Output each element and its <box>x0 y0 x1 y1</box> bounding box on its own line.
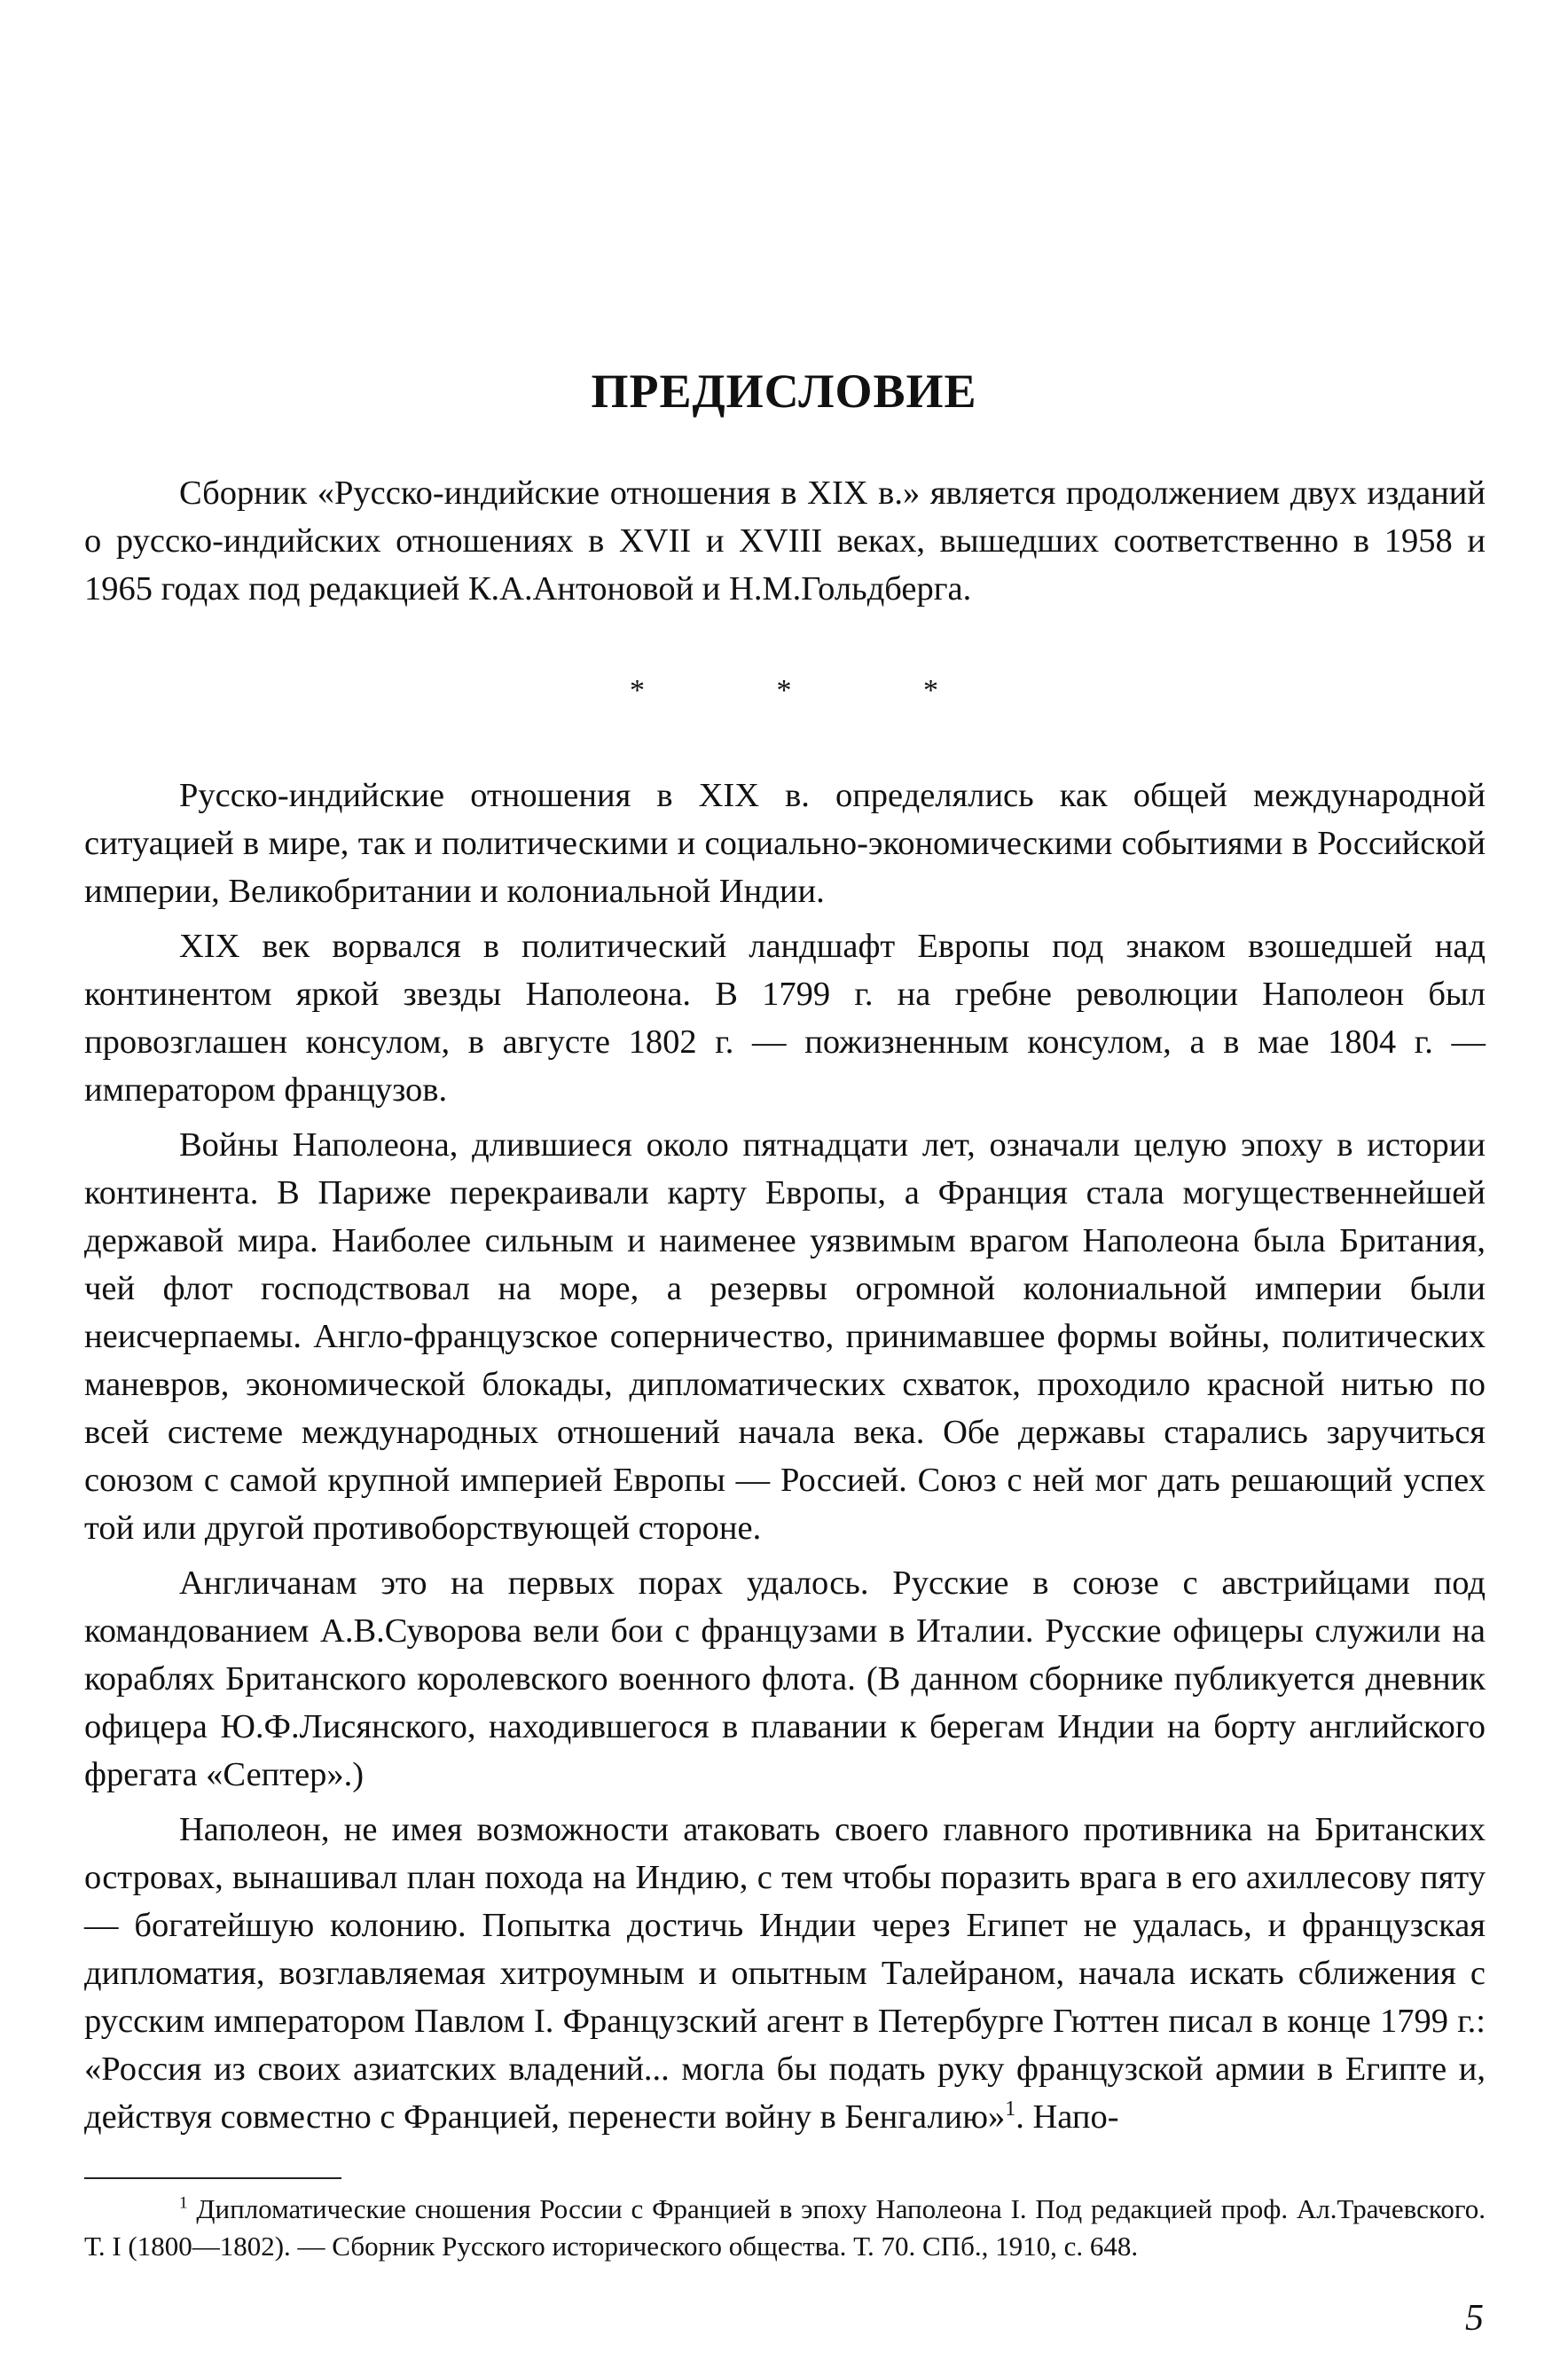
paragraph-3: Войны Наполеона, длившиеся около пятнадцати лет, означали целую эпоху в истории континента. В Париже перекраивали карту Европы, а Франция стала могущественнейшей державой мира. Наиболее сильным и наименее уязвимым врагом Наполеона была Британия, чей флот господствовал на море, а резервы огромной колониальной империи были неисчерпаемы. Англо-французское соперничество, принимавшее формы войны, политических маневров, экономической блокады, дипломатических схваток, проходило красной нитью по всей системе международных отношений начала века. Обе державы старались заручиться союзом с самой крупной империей Европы — Россией. Союз с ней мог дать решающий успех той или другой противоборствующей стороне. <box>84 1126 1486 1547</box>
footnote-text: Дипломатические сношения России с Францией в эпоху Наполеона I. Под редакцией проф. Ал.Трачевского. Т. I (1800—1802). — Сборник Русского исторического общества. Т. 70. СПб., 1910, с. 648. <box>84 2193 1486 2262</box>
paragraph-2: XIX век ворвался в политический ландшафт Европы под знаком взошедшей над континентом яркой звезды Наполеона. В 1799 г. на гребне революции Наполеон был провозглашен консулом, в августе 1802 г. — пожизненным консулом, а в мае 1804 г. — императором французов. <box>84 928 1486 1109</box>
footnote-mark: 1 <box>179 2193 188 2213</box>
section-separator: * * * <box>630 674 1000 707</box>
paragraph-1: Русско-индийские отношения в XIX в. определялись как общей международной ситуацией в мире, так и политическими и социально-экономическими событиями в Российской империи, Великобритании и колониальной Индии. <box>84 777 1486 910</box>
main-text <box>84 772 1486 2148</box>
paragraph-5-text: Наполеон, не имея возможности атаковать своего главного противника на Британских островах, вынашивал план похода на Индию, с тем чтобы поразить врага в его ахиллесову пяту — богатейшую колонию. Попытка достичь Индии через Египет не удалась, и французская дипломатия, возглавляемая хитроумным и опытным Талейраном, начала искать сближения с русским императором Павлом I. Французский агент в Петербурге Гюттен писал в конце 1799 г.: «Россия из своих азиатских владений... могла бы подать руку французской армии в Египте и, действуя совместно с Францией, перенести войну в Бенгалию» <box>84 1811 1486 2136</box>
page-title: ПРЕДИСЛОВИЕ <box>591 365 977 418</box>
footnote-1 <box>84 2191 1486 2265</box>
paragraph-5 <box>84 1806 1486 2141</box>
paragraph-5-tail: . Напо- <box>1015 2098 1119 2136</box>
footnotes <box>84 2191 1486 2265</box>
page-number: 5 <box>1465 2298 1484 2339</box>
footnote-reference: 1 <box>1005 2097 1016 2121</box>
intro-paragraph: Сборник «Русско-индийские отношения в XIX в.» является продолжением двух изданий о русско-индийских отношениях в XVII и XVIII веках, вышедших соответственно в 1958 и 1965 годах под редакцией К.А.Антоновой и Н.М.Гольдберга. <box>84 474 1486 608</box>
intro-block <box>84 469 1486 620</box>
paragraph-4: Англичанам это на первых порах удалось. Русские в союзе с австрийцами под командованием А.В.Суворова вели бои с французами в Италии. Русские офицеры служили на кораблях Британского королевского военного флота. (В данном сборнике публикуется дневник офицера Ю.Ф.Лисянского, находившегося в плавании к берегам Индии на борту английского фрегата «Септер».) <box>84 1564 1486 1793</box>
footnote-divider <box>84 2177 341 2179</box>
